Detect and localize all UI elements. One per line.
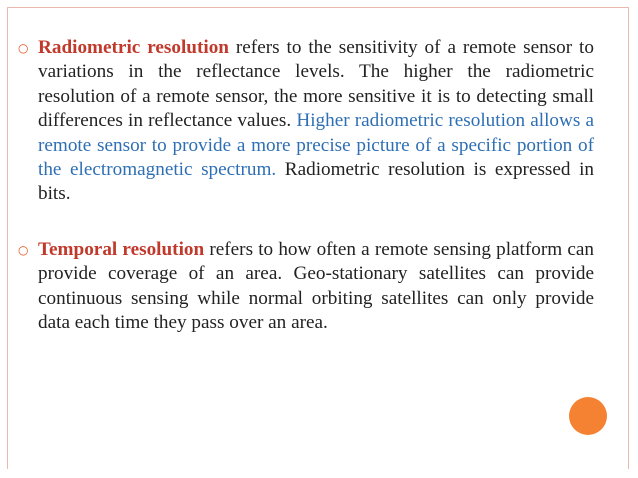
slide-content (18, 36, 594, 335)
circle-outline-bullet-icon: ○ (18, 41, 29, 55)
term-radiometric-resolution: Radiometric resolution (38, 37, 229, 58)
circle-outline-bullet-icon: ○ (18, 242, 29, 257)
bullet-radiometric-resolution (18, 36, 594, 207)
radiometric-highlight: Higher radiometric resolution allows a remote sensor to provide a more precise picture of a specific portion of the electromagnetic spectrum. (38, 110, 594, 181)
radiometric-bits-note: Radiometric resolution is expressed in bits. (38, 159, 594, 205)
radiometric-description: refers to the sensitivity of a remote sensor to variations in the reflectance levels. The higher the radiometric resolution of a remote sensor, the more sensitive it is to detecting small differences in reflectance values. (38, 37, 594, 132)
term-temporal-resolution: Temporal resolution (38, 238, 205, 260)
orange-circle-icon (569, 397, 607, 435)
temporal-description: refers to how often a remote sensing platform can provide coverage of an area. Geo-stationary satellites can provide continuous sensing while normal orbiting satellites can only provide data each time they pass over an area. (38, 238, 594, 334)
bullet-temporal-resolution (18, 238, 594, 336)
